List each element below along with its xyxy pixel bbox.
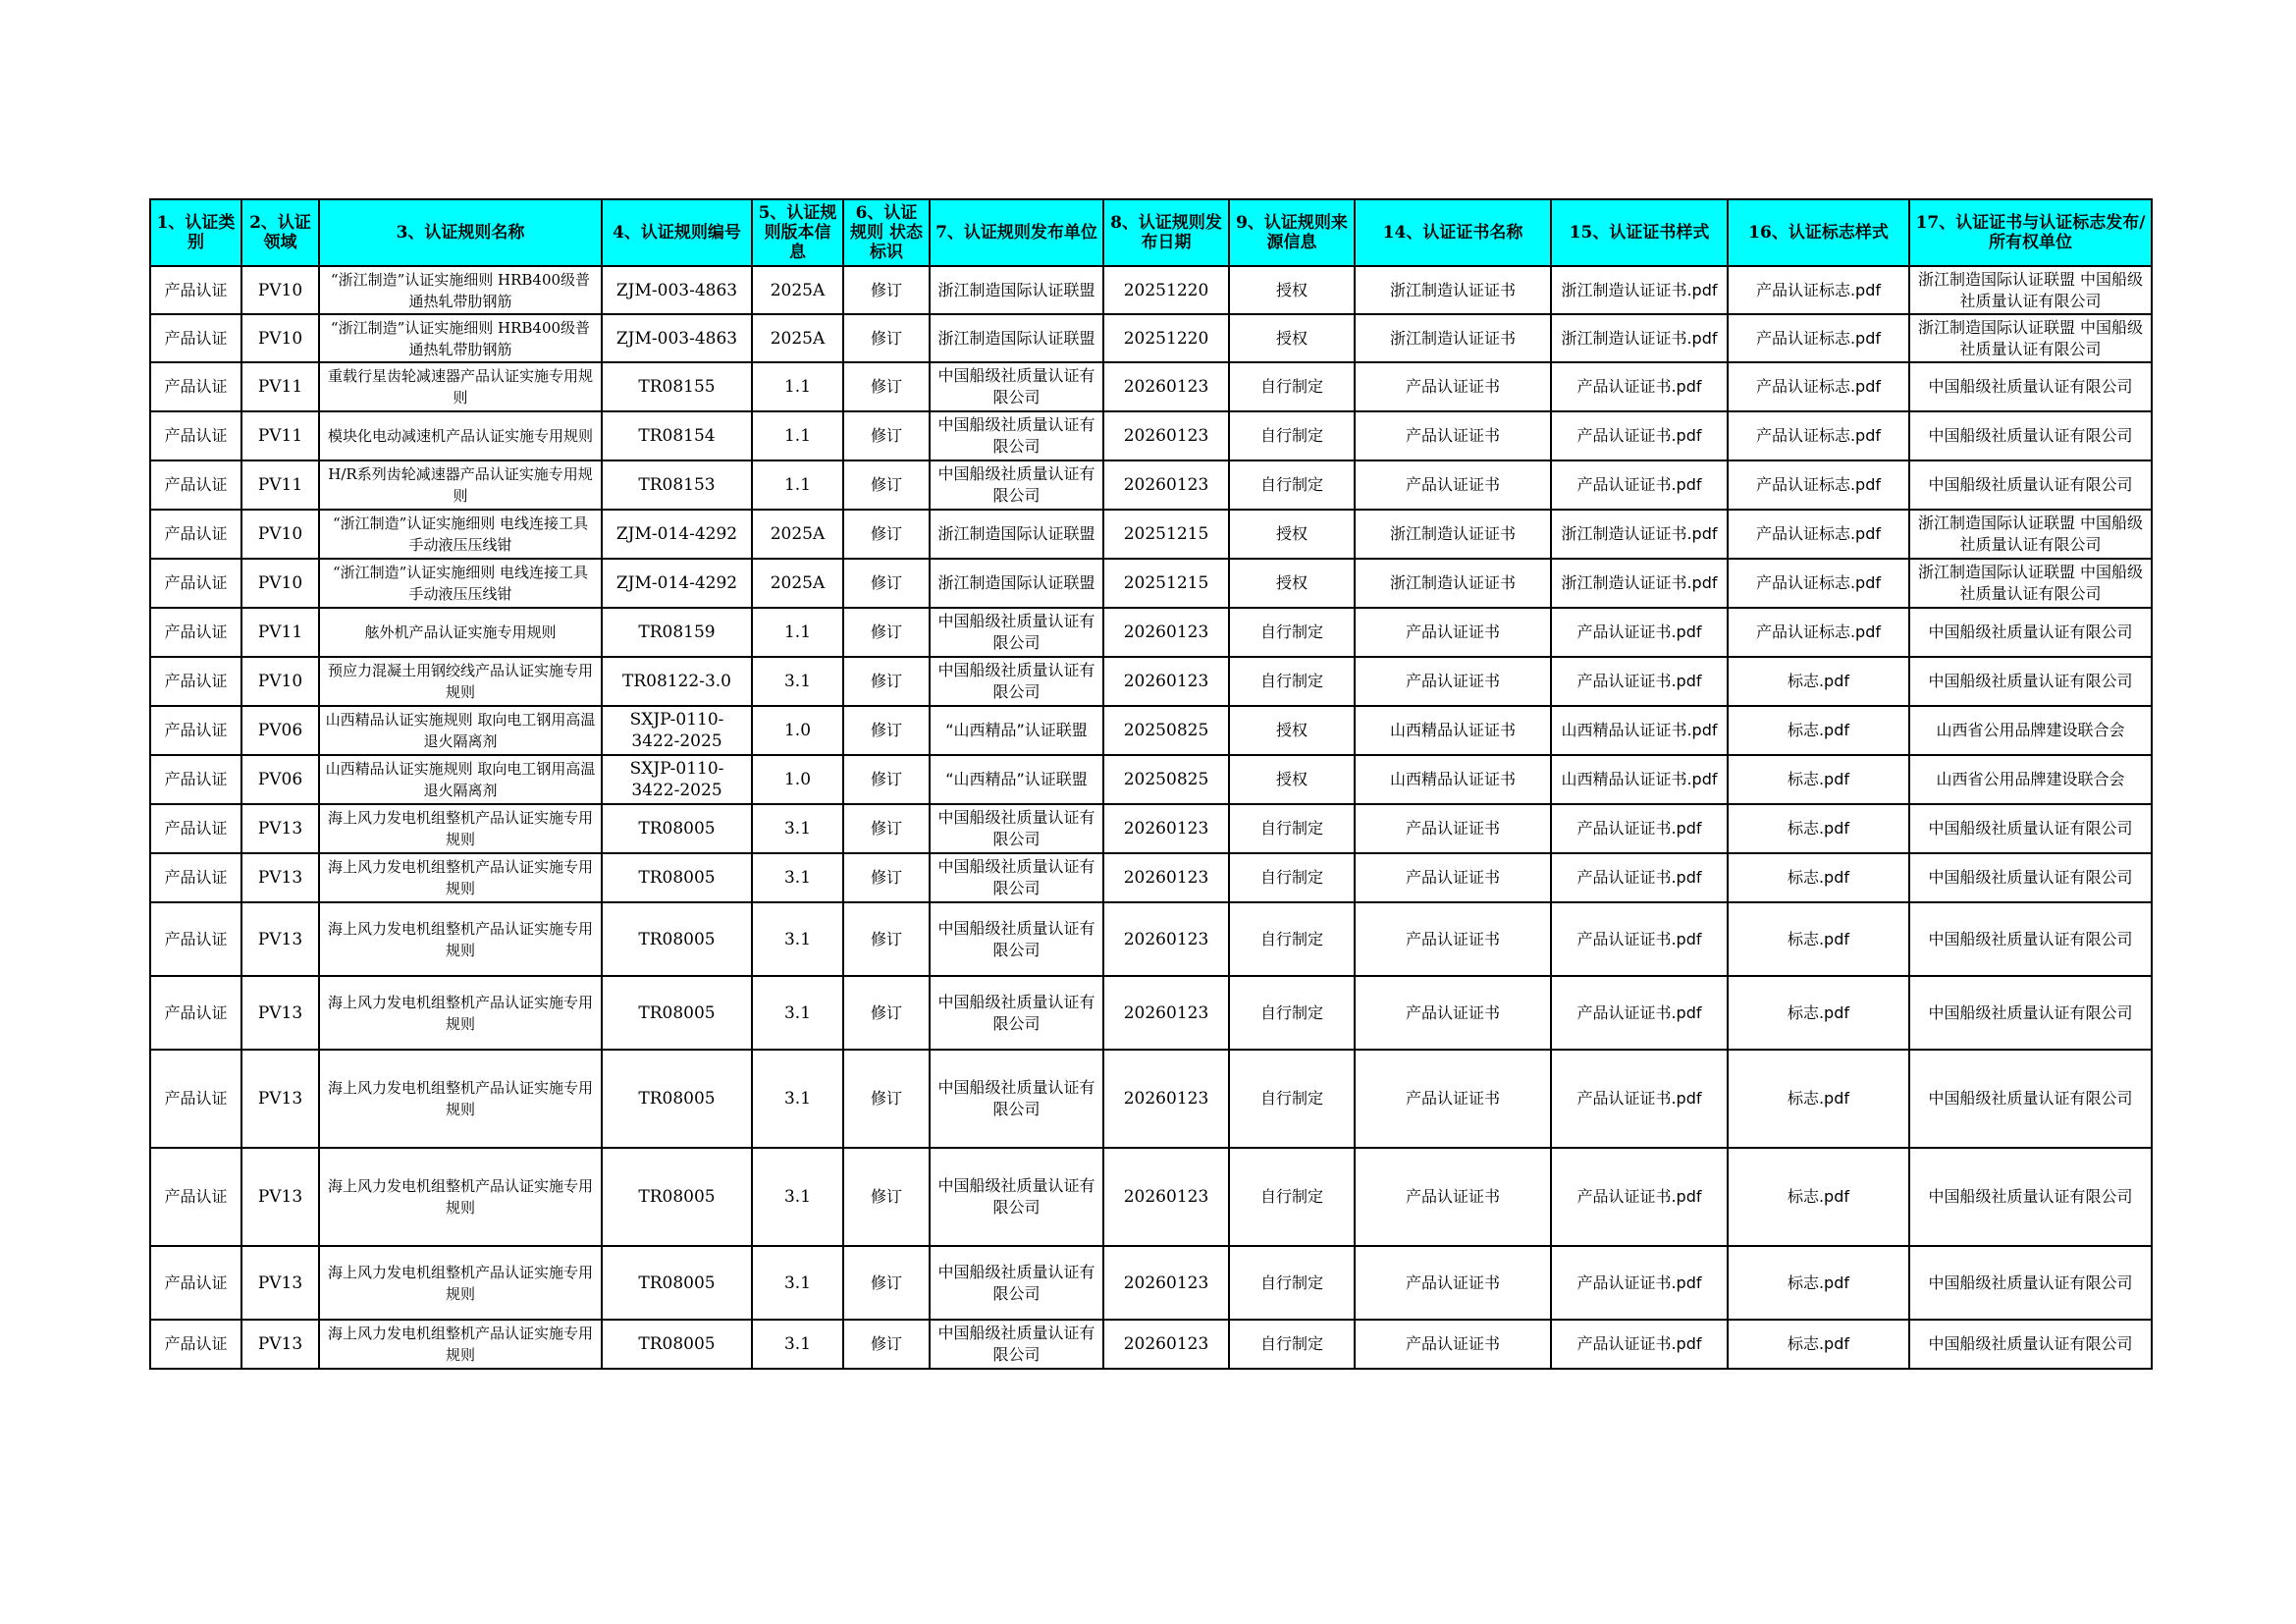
rule-name-cell: 海上风力发电机组整机产品认证实施专用规则 bbox=[319, 804, 602, 853]
field-cell: PV11 bbox=[241, 460, 319, 510]
publisher-cell: 中国船级社质量认证有限公司 bbox=[930, 411, 1103, 460]
source-cell: 授权 bbox=[1229, 510, 1355, 559]
field-cell: PV10 bbox=[241, 510, 319, 559]
header-cell: 14、认证证书名称 bbox=[1355, 199, 1551, 266]
header-cell: 1、认证类别 bbox=[150, 199, 241, 266]
category-cell: 产品认证 bbox=[150, 266, 241, 314]
category-cell: 产品认证 bbox=[150, 657, 241, 706]
status-cell: 修订 bbox=[843, 902, 930, 976]
certificate-name-cell: 产品认证证书 bbox=[1355, 608, 1551, 657]
certificate-style-cell: 产品认证证书.pdf bbox=[1551, 1246, 1728, 1320]
certificate-style-cell: 产品认证证书.pdf bbox=[1551, 657, 1728, 706]
field-cell: PV11 bbox=[241, 608, 319, 657]
category-cell: 产品认证 bbox=[150, 976, 241, 1050]
category-cell: 产品认证 bbox=[150, 804, 241, 853]
status-cell: 修订 bbox=[843, 510, 930, 559]
rule-name-cell: 模块化电动减速机产品认证实施专用规则 bbox=[319, 411, 602, 460]
publish-date-cell: 20250825 bbox=[1103, 755, 1229, 804]
owner-cell: 中国船级社质量认证有限公司 bbox=[1909, 902, 2152, 976]
certificate-name-cell: 山西精品认证证书 bbox=[1355, 706, 1551, 755]
publish-date-cell: 20260123 bbox=[1103, 976, 1229, 1050]
status-cell: 修订 bbox=[843, 411, 930, 460]
table-row bbox=[150, 853, 2152, 902]
certificate-name-cell: 产品认证证书 bbox=[1355, 1320, 1551, 1369]
publish-date-cell: 20260123 bbox=[1103, 1320, 1229, 1369]
mark-style-cell: 产品认证标志.pdf bbox=[1728, 411, 1909, 460]
certificate-style-cell: 产品认证证书.pdf bbox=[1551, 804, 1728, 853]
category-cell: 产品认证 bbox=[150, 559, 241, 608]
field-cell: PV10 bbox=[241, 314, 319, 362]
publish-date-cell: 20250825 bbox=[1103, 706, 1229, 755]
field-cell: PV13 bbox=[241, 1246, 319, 1320]
version-cell: 1.1 bbox=[752, 362, 843, 411]
publisher-cell: 浙江制造国际认证联盟 bbox=[930, 266, 1103, 314]
category-cell: 产品认证 bbox=[150, 411, 241, 460]
source-cell: 授权 bbox=[1229, 559, 1355, 608]
table-row bbox=[150, 657, 2152, 706]
certificate-style-cell: 浙江制造认证证书.pdf bbox=[1551, 559, 1728, 608]
version-cell: 3.1 bbox=[752, 1148, 843, 1246]
source-cell: 自行制定 bbox=[1229, 460, 1355, 510]
field-cell: PV10 bbox=[241, 266, 319, 314]
field-cell: PV06 bbox=[241, 755, 319, 804]
field-cell: PV13 bbox=[241, 1050, 319, 1148]
header-cell: 5、认证规则版本信息 bbox=[752, 199, 843, 266]
mark-style-cell: 产品认证标志.pdf bbox=[1728, 266, 1909, 314]
owner-cell: 中国船级社质量认证有限公司 bbox=[1909, 1050, 2152, 1148]
publisher-cell: 中国船级社质量认证有限公司 bbox=[930, 608, 1103, 657]
category-cell: 产品认证 bbox=[150, 608, 241, 657]
version-cell: 3.1 bbox=[752, 804, 843, 853]
certificate-name-cell: 产品认证证书 bbox=[1355, 976, 1551, 1050]
category-cell: 产品认证 bbox=[150, 1246, 241, 1320]
owner-cell: 中国船级社质量认证有限公司 bbox=[1909, 608, 2152, 657]
header-cell: 3、认证规则名称 bbox=[319, 199, 602, 266]
mark-style-cell: 标志.pdf bbox=[1728, 755, 1909, 804]
status-cell: 修订 bbox=[843, 755, 930, 804]
certificate-style-cell: 浙江制造认证证书.pdf bbox=[1551, 314, 1728, 362]
certificate-style-cell: 产品认证证书.pdf bbox=[1551, 1050, 1728, 1148]
status-cell: 修订 bbox=[843, 706, 930, 755]
table-row bbox=[150, 460, 2152, 510]
header-cell: 4、认证规则编号 bbox=[602, 199, 752, 266]
category-cell: 产品认证 bbox=[150, 706, 241, 755]
version-cell: 1.0 bbox=[752, 755, 843, 804]
rule-name-cell: 山西精品认证实施规则 取向电工钢用高温退火隔离剂 bbox=[319, 706, 602, 755]
field-cell: PV13 bbox=[241, 1320, 319, 1369]
rule-code-cell: TR08154 bbox=[602, 411, 752, 460]
rule-code-cell: TR08005 bbox=[602, 1148, 752, 1246]
owner-cell: 中国船级社质量认证有限公司 bbox=[1909, 1246, 2152, 1320]
certificate-name-cell: 产品认证证书 bbox=[1355, 1246, 1551, 1320]
rule-name-cell: 海上风力发电机组整机产品认证实施专用规则 bbox=[319, 976, 602, 1050]
publish-date-cell: 20260123 bbox=[1103, 362, 1229, 411]
rule-name-cell: 海上风力发电机组整机产品认证实施专用规则 bbox=[319, 1320, 602, 1369]
publish-date-cell: 20260123 bbox=[1103, 411, 1229, 460]
publish-date-cell: 20260123 bbox=[1103, 853, 1229, 902]
category-cell: 产品认证 bbox=[150, 755, 241, 804]
owner-cell: 中国船级社质量认证有限公司 bbox=[1909, 460, 2152, 510]
table-row bbox=[150, 1050, 2152, 1148]
publish-date-cell: 20260123 bbox=[1103, 608, 1229, 657]
table-row bbox=[150, 266, 2152, 314]
status-cell: 修订 bbox=[843, 460, 930, 510]
rule-code-cell: TR08005 bbox=[602, 1050, 752, 1148]
source-cell: 自行制定 bbox=[1229, 804, 1355, 853]
publish-date-cell: 20260123 bbox=[1103, 1050, 1229, 1148]
owner-cell: 中国船级社质量认证有限公司 bbox=[1909, 362, 2152, 411]
category-cell: 产品认证 bbox=[150, 853, 241, 902]
mark-style-cell: 产品认证标志.pdf bbox=[1728, 362, 1909, 411]
category-cell: 产品认证 bbox=[150, 460, 241, 510]
publish-date-cell: 20260123 bbox=[1103, 657, 1229, 706]
publisher-cell: 中国船级社质量认证有限公司 bbox=[930, 1148, 1103, 1246]
status-cell: 修订 bbox=[843, 853, 930, 902]
source-cell: 自行制定 bbox=[1229, 853, 1355, 902]
certificate-name-cell: 浙江制造认证证书 bbox=[1355, 266, 1551, 314]
header-cell: 2、认证领域 bbox=[241, 199, 319, 266]
source-cell: 自行制定 bbox=[1229, 411, 1355, 460]
status-cell: 修订 bbox=[843, 362, 930, 411]
header-cell: 9、认证规则来源信息 bbox=[1229, 199, 1355, 266]
certificate-style-cell: 产品认证证书.pdf bbox=[1551, 608, 1728, 657]
publisher-cell: 中国船级社质量认证有限公司 bbox=[930, 804, 1103, 853]
publish-date-cell: 20260123 bbox=[1103, 1148, 1229, 1246]
version-cell: 2025A bbox=[752, 510, 843, 559]
certificate-style-cell: 产品认证证书.pdf bbox=[1551, 1148, 1728, 1246]
mark-style-cell: 标志.pdf bbox=[1728, 804, 1909, 853]
rule-code-cell: SXJP-0110-3422-2025 bbox=[602, 755, 752, 804]
source-cell: 自行制定 bbox=[1229, 1050, 1355, 1148]
version-cell: 3.1 bbox=[752, 853, 843, 902]
status-cell: 修订 bbox=[843, 804, 930, 853]
owner-cell: 中国船级社质量认证有限公司 bbox=[1909, 1320, 2152, 1369]
status-cell: 修订 bbox=[843, 1320, 930, 1369]
header-cell: 7、认证规则发布单位 bbox=[930, 199, 1103, 266]
certificate-name-cell: 产品认证证书 bbox=[1355, 902, 1551, 976]
rule-name-cell: “浙江制造”认证实施细则 HRB400级普通热轧带肋钢筋 bbox=[319, 314, 602, 362]
rule-name-cell: 海上风力发电机组整机产品认证实施专用规则 bbox=[319, 1246, 602, 1320]
version-cell: 2025A bbox=[752, 266, 843, 314]
owner-cell: 山西省公用品牌建设联合会 bbox=[1909, 706, 2152, 755]
version-cell: 1.1 bbox=[752, 608, 843, 657]
header-cell: 6、认证规则 状态标识 bbox=[843, 199, 930, 266]
mark-style-cell: 标志.pdf bbox=[1728, 1320, 1909, 1369]
rule-code-cell: ZJM-003-4863 bbox=[602, 266, 752, 314]
source-cell: 自行制定 bbox=[1229, 1148, 1355, 1246]
field-cell: PV11 bbox=[241, 362, 319, 411]
source-cell: 授权 bbox=[1229, 755, 1355, 804]
publish-date-cell: 20260123 bbox=[1103, 902, 1229, 976]
owner-cell: 中国船级社质量认证有限公司 bbox=[1909, 657, 2152, 706]
version-cell: 3.1 bbox=[752, 902, 843, 976]
owner-cell: 中国船级社质量认证有限公司 bbox=[1909, 853, 2152, 902]
certificate-name-cell: 山西精品认证证书 bbox=[1355, 755, 1551, 804]
table-body bbox=[150, 266, 2152, 1369]
rule-name-cell: 海上风力发电机组整机产品认证实施专用规则 bbox=[319, 1050, 602, 1148]
mark-style-cell: 产品认证标志.pdf bbox=[1728, 510, 1909, 559]
certificate-name-cell: 产品认证证书 bbox=[1355, 460, 1551, 510]
certificate-style-cell: 产品认证证书.pdf bbox=[1551, 976, 1728, 1050]
certificate-name-cell: 产品认证证书 bbox=[1355, 853, 1551, 902]
table-row bbox=[150, 902, 2152, 976]
rule-code-cell: TR08122-3.0 bbox=[602, 657, 752, 706]
rule-code-cell: ZJM-014-4292 bbox=[602, 559, 752, 608]
version-cell: 2025A bbox=[752, 559, 843, 608]
owner-cell: 中国船级社质量认证有限公司 bbox=[1909, 1148, 2152, 1246]
header-cell: 17、认证证书与认证标志发布/所有权单位 bbox=[1909, 199, 2152, 266]
source-cell: 自行制定 bbox=[1229, 362, 1355, 411]
publisher-cell: 中国船级社质量认证有限公司 bbox=[930, 657, 1103, 706]
mark-style-cell: 产品认证标志.pdf bbox=[1728, 608, 1909, 657]
category-cell: 产品认证 bbox=[150, 362, 241, 411]
header-cell: 15、认证证书样式 bbox=[1551, 199, 1728, 266]
certificate-name-cell: 产品认证证书 bbox=[1355, 1148, 1551, 1246]
rule-name-cell: “浙江制造”认证实施细则 电线连接工具 手动液压压线钳 bbox=[319, 510, 602, 559]
rule-name-cell: 海上风力发电机组整机产品认证实施专用规则 bbox=[319, 902, 602, 976]
publisher-cell: 中国船级社质量认证有限公司 bbox=[930, 460, 1103, 510]
rule-code-cell: TR08153 bbox=[602, 460, 752, 510]
owner-cell: 浙江制造国际认证联盟 中国船级社质量认证有限公司 bbox=[1909, 559, 2152, 608]
table-row bbox=[150, 1320, 2152, 1369]
status-cell: 修订 bbox=[843, 608, 930, 657]
table-row bbox=[150, 559, 2152, 608]
publisher-cell: 中国船级社质量认证有限公司 bbox=[930, 1320, 1103, 1369]
mark-style-cell: 标志.pdf bbox=[1728, 1246, 1909, 1320]
rule-name-cell: 预应力混凝土用钢绞线产品认证实施专用规则 bbox=[319, 657, 602, 706]
rule-code-cell: ZJM-014-4292 bbox=[602, 510, 752, 559]
publisher-cell: 中国船级社质量认证有限公司 bbox=[930, 1050, 1103, 1148]
mark-style-cell: 标志.pdf bbox=[1728, 657, 1909, 706]
source-cell: 自行制定 bbox=[1229, 608, 1355, 657]
field-cell: PV11 bbox=[241, 411, 319, 460]
status-cell: 修订 bbox=[843, 976, 930, 1050]
version-cell: 3.1 bbox=[752, 657, 843, 706]
publisher-cell: 浙江制造国际认证联盟 bbox=[930, 559, 1103, 608]
certificate-name-cell: 产品认证证书 bbox=[1355, 362, 1551, 411]
rule-code-cell: TR08005 bbox=[602, 853, 752, 902]
rule-name-cell: “浙江制造”认证实施细则 HRB400级普通热轧带肋钢筋 bbox=[319, 266, 602, 314]
table-row bbox=[150, 362, 2152, 411]
status-cell: 修订 bbox=[843, 314, 930, 362]
table-row bbox=[150, 1148, 2152, 1246]
publisher-cell: 中国船级社质量认证有限公司 bbox=[930, 976, 1103, 1050]
owner-cell: 中国船级社质量认证有限公司 bbox=[1909, 411, 2152, 460]
rule-name-cell: 重载行星齿轮减速器产品认证实施专用规则 bbox=[319, 362, 602, 411]
certificate-name-cell: 浙江制造认证证书 bbox=[1355, 314, 1551, 362]
field-cell: PV13 bbox=[241, 976, 319, 1050]
publish-date-cell: 20251215 bbox=[1103, 559, 1229, 608]
status-cell: 修订 bbox=[843, 657, 930, 706]
publisher-cell: 浙江制造国际认证联盟 bbox=[930, 510, 1103, 559]
version-cell: 1.1 bbox=[752, 460, 843, 510]
mark-style-cell: 标志.pdf bbox=[1728, 853, 1909, 902]
table-row bbox=[150, 510, 2152, 559]
publisher-cell: 中国船级社质量认证有限公司 bbox=[930, 853, 1103, 902]
certification-rules-table bbox=[149, 198, 2153, 1370]
status-cell: 修订 bbox=[843, 1148, 930, 1246]
field-cell: PV13 bbox=[241, 853, 319, 902]
header-row bbox=[150, 199, 2152, 266]
certificate-style-cell: 产品认证证书.pdf bbox=[1551, 1320, 1728, 1369]
publish-date-cell: 20251220 bbox=[1103, 314, 1229, 362]
mark-style-cell: 产品认证标志.pdf bbox=[1728, 460, 1909, 510]
version-cell: 3.1 bbox=[752, 1050, 843, 1148]
version-cell: 3.1 bbox=[752, 1320, 843, 1369]
status-cell: 修订 bbox=[843, 266, 930, 314]
category-cell: 产品认证 bbox=[150, 1320, 241, 1369]
certificate-name-cell: 产品认证证书 bbox=[1355, 657, 1551, 706]
mark-style-cell: 产品认证标志.pdf bbox=[1728, 559, 1909, 608]
certificate-style-cell: 山西精品认证证书.pdf bbox=[1551, 755, 1728, 804]
table-row bbox=[150, 411, 2152, 460]
rule-code-cell: TR08155 bbox=[602, 362, 752, 411]
status-cell: 修订 bbox=[843, 559, 930, 608]
table-row bbox=[150, 804, 2152, 853]
rule-code-cell: ZJM-003-4863 bbox=[602, 314, 752, 362]
category-cell: 产品认证 bbox=[150, 510, 241, 559]
mark-style-cell: 标志.pdf bbox=[1728, 902, 1909, 976]
rule-name-cell: 海上风力发电机组整机产品认证实施专用规则 bbox=[319, 853, 602, 902]
certificate-style-cell: 产品认证证书.pdf bbox=[1551, 902, 1728, 976]
publish-date-cell: 20251220 bbox=[1103, 266, 1229, 314]
certificate-style-cell: 浙江制造认证证书.pdf bbox=[1551, 510, 1728, 559]
certificate-style-cell: 山西精品认证证书.pdf bbox=[1551, 706, 1728, 755]
certificate-name-cell: 产品认证证书 bbox=[1355, 411, 1551, 460]
version-cell: 3.1 bbox=[752, 1246, 843, 1320]
publish-date-cell: 20260123 bbox=[1103, 460, 1229, 510]
version-cell: 1.0 bbox=[752, 706, 843, 755]
rule-name-cell: “浙江制造”认证实施细则 电线连接工具 手动液压压线钳 bbox=[319, 559, 602, 608]
table-row bbox=[150, 706, 2152, 755]
rule-code-cell: TR08005 bbox=[602, 902, 752, 976]
rule-name-cell: 舷外机产品认证实施专用规则 bbox=[319, 608, 602, 657]
field-cell: PV06 bbox=[241, 706, 319, 755]
rule-name-cell: H/R系列齿轮减速器产品认证实施专用规则 bbox=[319, 460, 602, 510]
table-row bbox=[150, 314, 2152, 362]
source-cell: 自行制定 bbox=[1229, 1320, 1355, 1369]
field-cell: PV10 bbox=[241, 559, 319, 608]
mark-style-cell: 标志.pdf bbox=[1728, 976, 1909, 1050]
version-cell: 2025A bbox=[752, 314, 843, 362]
certificate-name-cell: 浙江制造认证证书 bbox=[1355, 559, 1551, 608]
publisher-cell: 中国船级社质量认证有限公司 bbox=[930, 362, 1103, 411]
table-row bbox=[150, 608, 2152, 657]
rule-code-cell: TR08005 bbox=[602, 976, 752, 1050]
table-row bbox=[150, 1246, 2152, 1320]
status-cell: 修订 bbox=[843, 1050, 930, 1148]
category-cell: 产品认证 bbox=[150, 1050, 241, 1148]
rule-name-cell: 海上风力发电机组整机产品认证实施专用规则 bbox=[319, 1148, 602, 1246]
owner-cell: 中国船级社质量认证有限公司 bbox=[1909, 804, 2152, 853]
mark-style-cell: 产品认证标志.pdf bbox=[1728, 314, 1909, 362]
category-cell: 产品认证 bbox=[150, 902, 241, 976]
field-cell: PV10 bbox=[241, 657, 319, 706]
certification-rules-sheet bbox=[149, 198, 2151, 1370]
rule-code-cell: TR08005 bbox=[602, 804, 752, 853]
publisher-cell: 中国船级社质量认证有限公司 bbox=[930, 902, 1103, 976]
certificate-style-cell: 产品认证证书.pdf bbox=[1551, 411, 1728, 460]
field-cell: PV13 bbox=[241, 804, 319, 853]
source-cell: 自行制定 bbox=[1229, 657, 1355, 706]
category-cell: 产品认证 bbox=[150, 314, 241, 362]
header-cell: 8、认证规则发布日期 bbox=[1103, 199, 1229, 266]
certificate-style-cell: 产品认证证书.pdf bbox=[1551, 362, 1728, 411]
rule-code-cell: TR08005 bbox=[602, 1320, 752, 1369]
certificate-name-cell: 产品认证证书 bbox=[1355, 1050, 1551, 1148]
certificate-name-cell: 浙江制造认证证书 bbox=[1355, 510, 1551, 559]
rule-code-cell: TR08005 bbox=[602, 1246, 752, 1320]
owner-cell: 山西省公用品牌建设联合会 bbox=[1909, 755, 2152, 804]
owner-cell: 浙江制造国际认证联盟 中国船级社质量认证有限公司 bbox=[1909, 266, 2152, 314]
owner-cell: 中国船级社质量认证有限公司 bbox=[1909, 976, 2152, 1050]
publisher-cell: 中国船级社质量认证有限公司 bbox=[930, 1246, 1103, 1320]
table-row bbox=[150, 755, 2152, 804]
version-cell: 1.1 bbox=[752, 411, 843, 460]
owner-cell: 浙江制造国际认证联盟 中国船级社质量认证有限公司 bbox=[1909, 314, 2152, 362]
mark-style-cell: 标志.pdf bbox=[1728, 1050, 1909, 1148]
source-cell: 自行制定 bbox=[1229, 1246, 1355, 1320]
source-cell: 自行制定 bbox=[1229, 902, 1355, 976]
header-cell: 16、认证标志样式 bbox=[1728, 199, 1909, 266]
field-cell: PV13 bbox=[241, 902, 319, 976]
publish-date-cell: 20260123 bbox=[1103, 804, 1229, 853]
publish-date-cell: 20251215 bbox=[1103, 510, 1229, 559]
mark-style-cell: 标志.pdf bbox=[1728, 1148, 1909, 1246]
publisher-cell: 浙江制造国际认证联盟 bbox=[930, 314, 1103, 362]
status-cell: 修订 bbox=[843, 1246, 930, 1320]
source-cell: 授权 bbox=[1229, 266, 1355, 314]
owner-cell: 浙江制造国际认证联盟 中国船级社质量认证有限公司 bbox=[1909, 510, 2152, 559]
version-cell: 3.1 bbox=[752, 976, 843, 1050]
certificate-style-cell: 产品认证证书.pdf bbox=[1551, 460, 1728, 510]
rule-name-cell: 山西精品认证实施规则 取向电工钢用高温退火隔离剂 bbox=[319, 755, 602, 804]
table-row bbox=[150, 976, 2152, 1050]
certificate-style-cell: 浙江制造认证证书.pdf bbox=[1551, 266, 1728, 314]
rule-code-cell: TR08159 bbox=[602, 608, 752, 657]
source-cell: 授权 bbox=[1229, 706, 1355, 755]
mark-style-cell: 标志.pdf bbox=[1728, 706, 1909, 755]
category-cell: 产品认证 bbox=[150, 1148, 241, 1246]
publish-date-cell: 20260123 bbox=[1103, 1246, 1229, 1320]
field-cell: PV13 bbox=[241, 1148, 319, 1246]
certificate-style-cell: 产品认证证书.pdf bbox=[1551, 853, 1728, 902]
source-cell: 授权 bbox=[1229, 314, 1355, 362]
certificate-name-cell: 产品认证证书 bbox=[1355, 804, 1551, 853]
source-cell: 自行制定 bbox=[1229, 976, 1355, 1050]
rule-code-cell: SXJP-0110-3422-2025 bbox=[602, 706, 752, 755]
publisher-cell: “山西精品”认证联盟 bbox=[930, 755, 1103, 804]
publisher-cell: “山西精品”认证联盟 bbox=[930, 706, 1103, 755]
